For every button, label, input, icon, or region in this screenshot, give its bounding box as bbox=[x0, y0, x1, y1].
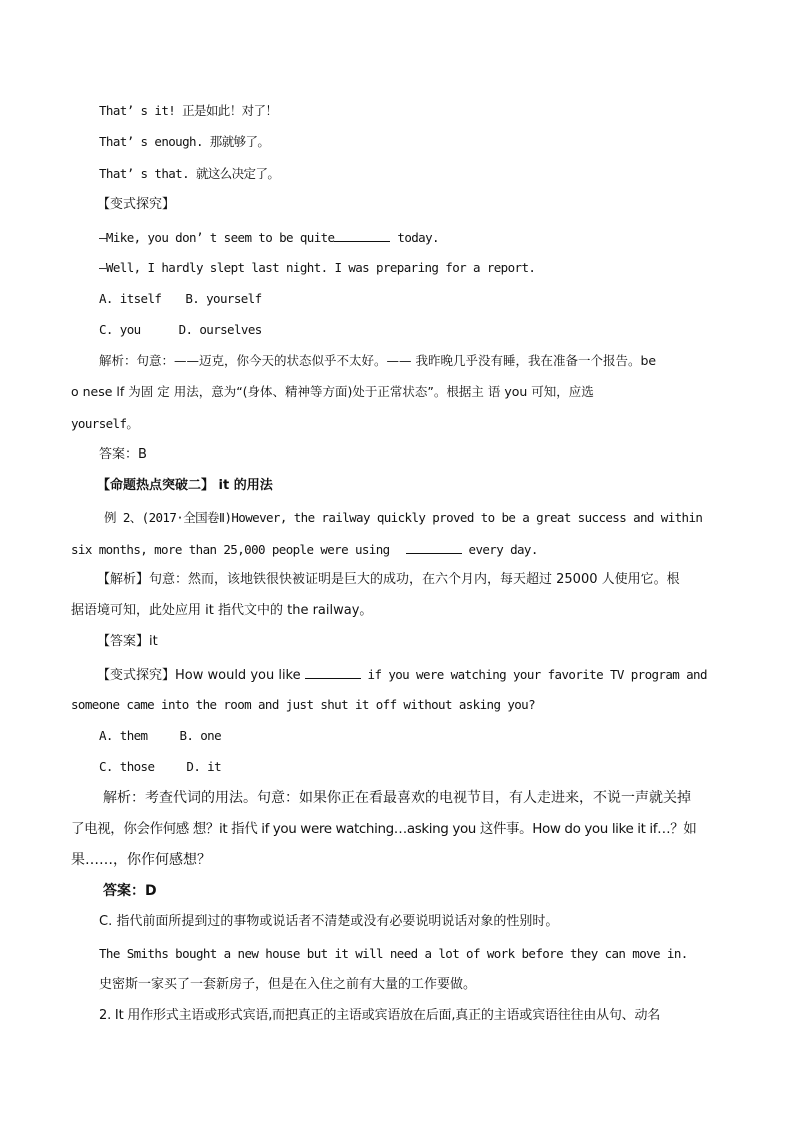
answer-line: 答案：B bbox=[99, 447, 147, 462]
analysis-line: 【解析】句意：然而，该地铁很快被证明是巨大的成功，在六个月内，每天超过 25000 人使用它。根 bbox=[97, 572, 680, 587]
example-line bbox=[71, 541, 538, 558]
analysis-line: 据语境可知，此处应用 it 指代文中的 the railway。 bbox=[71, 603, 373, 618]
point-line: C. 指代前面所提到过的事物或说话者不清楚或没有必要说明说话对象的性别时。 bbox=[99, 914, 559, 929]
text-line: That’ s enough. 那就够了。 bbox=[99, 134, 270, 149]
answer-blank bbox=[406, 541, 462, 554]
question-line: —Well, I hardly slept last night. I was preparing for a report. bbox=[99, 260, 536, 275]
section-heading: 【变式探究】 bbox=[97, 197, 176, 212]
analysis-line: 果……，你作何感想？ bbox=[71, 852, 211, 868]
answer-blank bbox=[305, 666, 361, 679]
question-text: if you were watching your favorite TV program and bbox=[360, 667, 707, 682]
question-line: someone came into the room and just shut it off without asking you? bbox=[71, 697, 536, 712]
example-text: every day. bbox=[461, 542, 538, 557]
example-text: six months, more than 25,000 people were using bbox=[71, 542, 390, 557]
translation-line: 史密斯一家买了一套新房子，但是在入住之前有大量的工作要做。 bbox=[99, 977, 477, 992]
point-line: 2. It 用作形式主语或形式宾语,而把真正的主语或宾语放在后面,真正的主语或宾语往往由从句、动名 bbox=[99, 1008, 661, 1023]
answer-blank bbox=[334, 229, 390, 242]
analysis-line: o nese lf 为固 定 用法，意为“(身体、精神等方面)处于正常状态”。根据主 语 you 可知，应选 bbox=[71, 384, 594, 399]
question-label: 【变式探究】How would you like bbox=[97, 668, 301, 683]
option-c: C. those bbox=[99, 759, 155, 774]
option-b: B. one bbox=[179, 728, 222, 743]
text-line: That’ s that. 就这么决定了。 bbox=[99, 166, 280, 181]
text-line: That’ s it! 正是如此！对了！ bbox=[99, 103, 278, 118]
option-d: D. it bbox=[186, 759, 222, 774]
options-line bbox=[99, 322, 262, 338]
answer-line: 【答案】it bbox=[97, 634, 158, 649]
analysis-line: 了电视，你会作何感 想？it 指代 if you were watching…asking you 这件事。How do you like it if…？如 bbox=[71, 821, 697, 837]
options-line bbox=[99, 759, 221, 775]
example-sentence: The Smiths bought a new house but it will need a lot of work before they can move in. bbox=[99, 946, 688, 961]
options-line bbox=[99, 728, 221, 744]
option-a: A. itself bbox=[99, 291, 162, 306]
question-line bbox=[99, 229, 439, 246]
question-text: —Mike, you don’ t seem to be quite bbox=[99, 230, 335, 245]
option-d: D. ourselves bbox=[178, 322, 262, 337]
analysis-line: yourself。 bbox=[71, 416, 139, 431]
option-a: A. them bbox=[99, 728, 148, 743]
analysis-line: 解析：句意：——迈克，你今天的状态似乎不太好。—— 我昨晚几乎没有睡，我在准备一个报告。be bbox=[99, 353, 657, 368]
question-line bbox=[97, 666, 707, 684]
analysis-line: 解析：考查代词的用法。句意：如果你正在看最喜欢的电视节目，有人走进来，不说一声就关掉 bbox=[103, 790, 691, 806]
answer-line: 答案：D bbox=[103, 883, 157, 899]
section-heading: 【命题热点突破二】 it 的用法 bbox=[97, 478, 273, 493]
question-text: today. bbox=[390, 230, 439, 245]
option-b: B. yourself bbox=[185, 291, 262, 306]
options-line bbox=[99, 291, 262, 307]
option-c: C. you bbox=[99, 322, 141, 337]
example-line: 例 2、(2017·全国卷Ⅱ)However, the railway quickly proved to be a great success and within bbox=[104, 510, 703, 525]
